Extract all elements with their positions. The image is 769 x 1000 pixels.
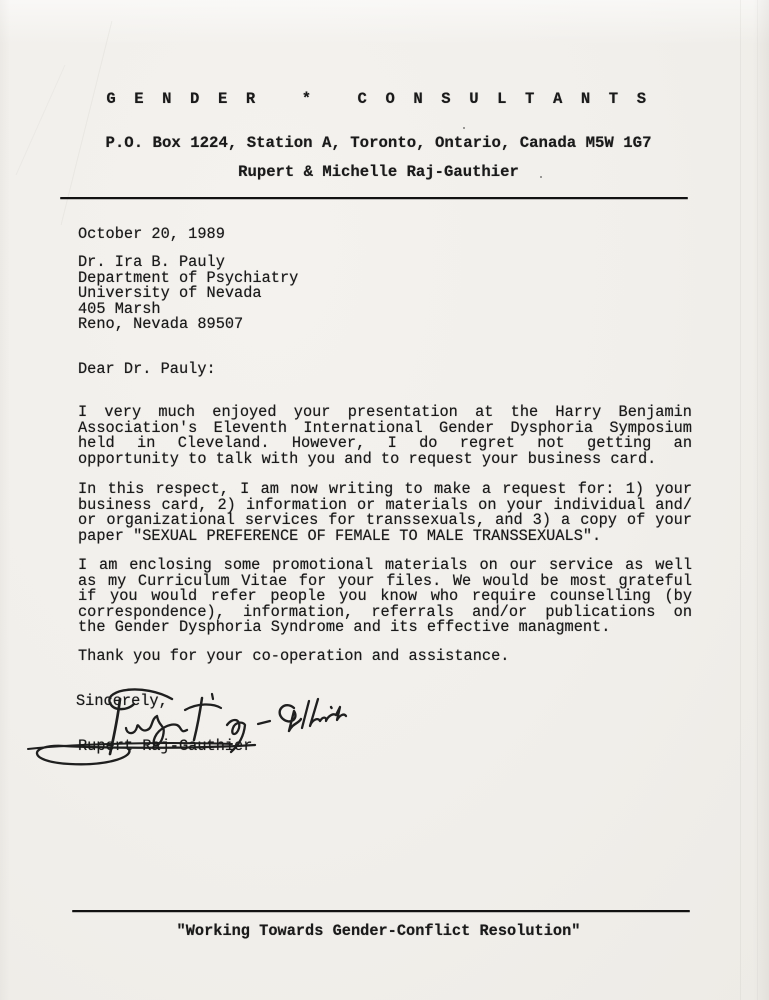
text-line: I very much enjoyed your presentation at the Harry Benjamin	[78, 403, 692, 421]
text-line: correspondence), information, referrals and/or publications on	[78, 602, 692, 621]
letter-date: October 20, 1989	[78, 225, 225, 243]
handwritten-signature	[22, 686, 356, 780]
text-line: opportunity to talk with you and to request your business card.	[78, 449, 657, 468]
text-line: or organizational services for transsexuals, and 3) a copy of your	[78, 511, 692, 530]
letterhead-address: P.O. Box 1224, Station A, Toronto, Ontario, Canada M5W 1G7	[105, 134, 652, 152]
footer-slogan: "Working Towards Gender-Conflict Resolution"	[176, 922, 581, 940]
salutation: Dear Dr. Pauly:	[78, 360, 216, 378]
text-line: In this respect, I am now writing to make a request for: 1) your	[78, 480, 692, 498]
text-line: 405 Marsh	[78, 299, 161, 318]
body-paragraph-4	[78, 649, 692, 665]
text-line: Thank you for your co-operation and assistance.	[78, 647, 510, 665]
body-paragraph-1	[78, 405, 692, 467]
letterhead-contact-names: Rupert & Michelle Raj-Gauthier	[238, 163, 519, 181]
text-line: University of Nevada	[78, 284, 262, 303]
body-paragraph-3	[78, 558, 692, 636]
valediction: Sincerely,	[76, 692, 168, 710]
paper-edge-mark	[757, 0, 758, 1000]
body-paragraph-2	[78, 482, 692, 544]
text-line: Reno, Nevada 89507	[78, 315, 244, 334]
typed-signature-name: Rupert Raj-Gauthier	[78, 737, 253, 755]
text-line: business card, 2) information or materials on your individual and/	[78, 495, 692, 514]
footer-rule	[72, 910, 690, 912]
text-line: if you would refer people you know who require counselling (by	[78, 587, 692, 606]
text-line: Dr. Ira B. Pauly	[78, 253, 225, 271]
paper-crease	[61, 21, 113, 225]
text-line: Department of Psychiatry	[78, 268, 299, 287]
paper-crease	[16, 65, 66, 175]
letterhead-org-name: G E N D E R * C O N S U L T A N T S	[106, 90, 651, 108]
paper-speck	[463, 127, 465, 129]
recipient-address	[78, 255, 298, 333]
text-line: as my Curriculum Vitae for your files. We would be most grateful	[78, 571, 692, 590]
text-line: Association's Eleventh International Gender Dysphoria Symposium	[78, 418, 692, 437]
header-rule	[60, 197, 688, 199]
text-line: I am enclosing some promotional materials on our service as well	[78, 556, 692, 574]
text-line: held in Cleveland. However, I do regret not getting an	[78, 434, 692, 453]
text-line: the Gender Dysphoria Syndrome and its effective managment.	[78, 618, 611, 637]
text-line: paper "SEXUAL PREFERENCE OF FEMALE TO MALE TRANSSEXUALS".	[78, 526, 602, 545]
